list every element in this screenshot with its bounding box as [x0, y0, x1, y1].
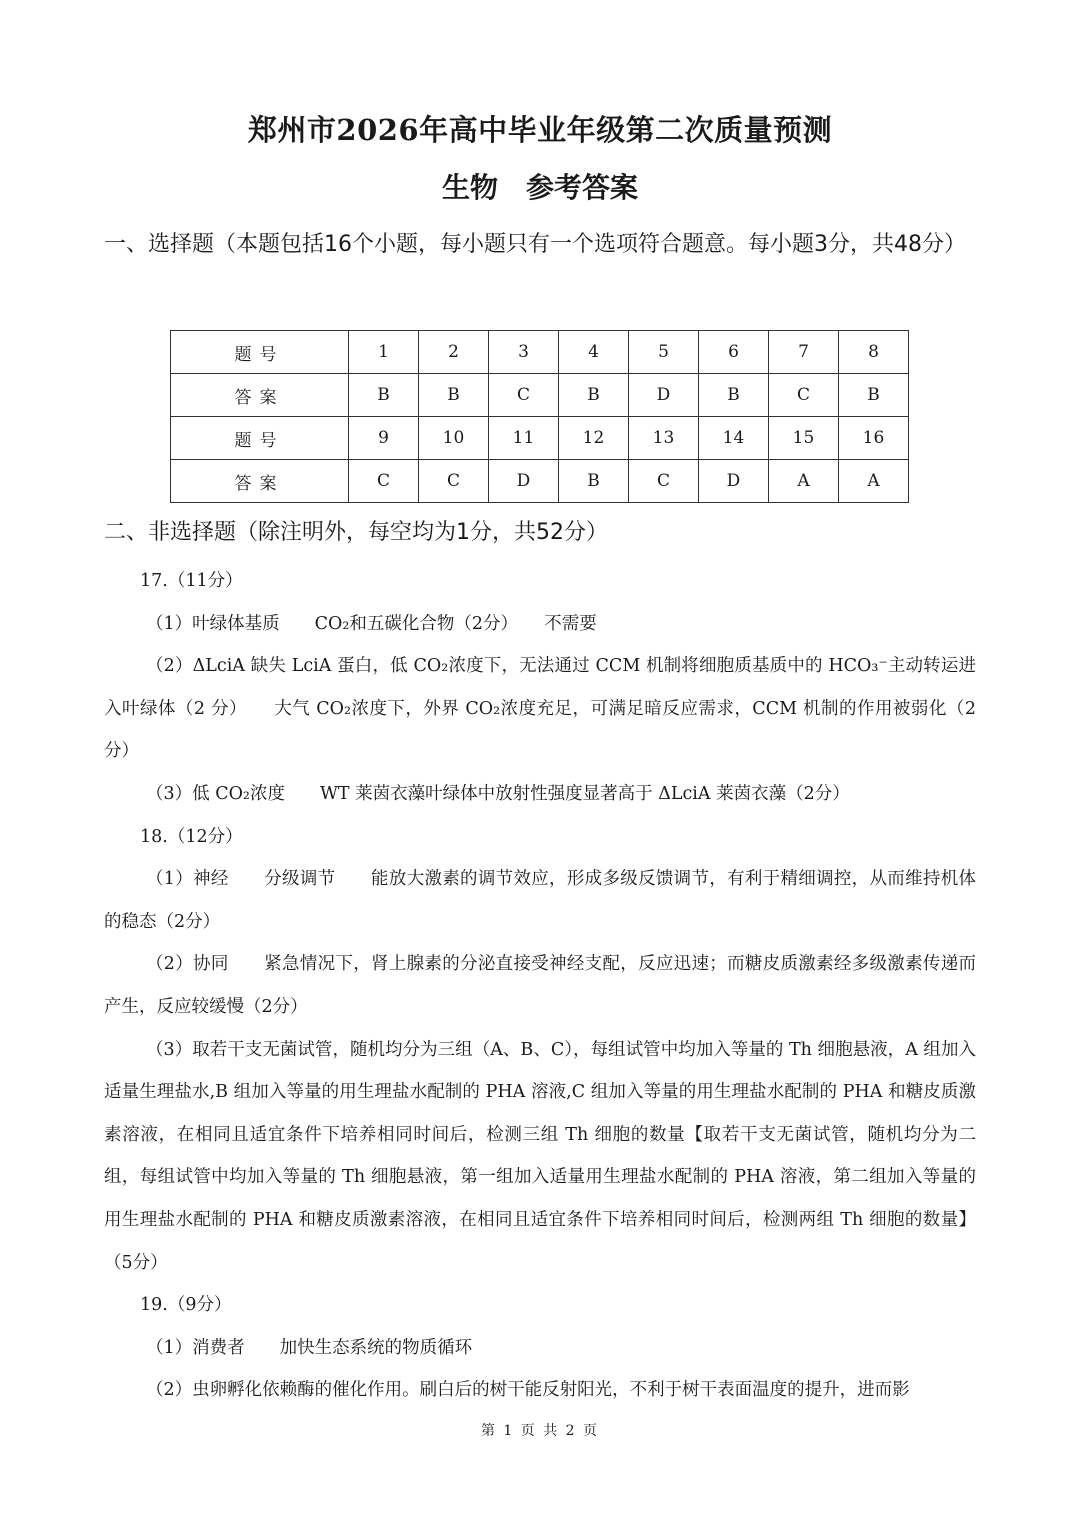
table-cell: 3	[489, 331, 559, 374]
table-cell: 4	[559, 331, 629, 374]
row-label: 答案	[171, 374, 349, 417]
table-cell: A	[769, 460, 839, 503]
table-row	[171, 417, 909, 460]
section-heading-multiple-choice: 一、选择题（本题包括16个小题，每小题只有一个选项符合题意。每小题3分，共48分）	[104, 232, 966, 257]
table-cell: 1	[349, 331, 419, 374]
table-cell: 2	[419, 331, 489, 374]
table-cell: B	[699, 374, 769, 417]
document-title: 郑州市2026年高中毕业年级第二次质量预测	[247, 113, 833, 147]
answer-table	[170, 330, 909, 503]
table-cell: C	[489, 374, 559, 417]
table-cell: 9	[349, 417, 419, 460]
answer-paragraph: （2）虫卵孵化依赖酶的催化作用。刷白后的树干能反射阳光，不利于树干表面温度的提升，进而影	[146, 1380, 910, 1401]
row-label: 题号	[171, 331, 349, 374]
table-cell: C	[419, 460, 489, 503]
answer-paragraph: （1）叶绿体基质 CO₂和五碳化合物（2分） 不需要	[146, 613, 597, 634]
question-heading: 19.（9分）	[140, 1295, 232, 1316]
section-heading-free-response: 二、非选择题（除注明外，每空均为1分，共52分）	[104, 520, 608, 545]
subject: 生物	[441, 171, 498, 204]
table-cell: B	[559, 374, 629, 417]
table-cell: 10	[419, 417, 489, 460]
table-cell: C	[629, 460, 699, 503]
question-heading: 18.（12分）	[140, 826, 243, 847]
table-cell: C	[349, 460, 419, 503]
table-cell: 7	[769, 331, 839, 374]
table-cell: 5	[629, 331, 699, 374]
answer-paragraph: （3）低 CO₂浓度 WT 莱茵衣藻叶绿体中放射性强度显著高于 ΔLciA 莱茵衣藻（2分）	[146, 783, 850, 804]
question-heading: 17.（11分）	[140, 571, 243, 591]
table-cell: B	[839, 374, 909, 417]
answer-paragraph: （1）消费者 加快生态系统的物质循环	[146, 1337, 473, 1358]
table-row	[171, 331, 909, 374]
table-cell: D	[629, 374, 699, 417]
table-cell: 14	[699, 417, 769, 460]
table-cell: 8	[839, 331, 909, 374]
table-cell: B	[419, 374, 489, 417]
table-cell: 15	[769, 417, 839, 460]
table-cell: 6	[699, 331, 769, 374]
table-cell: 13	[629, 417, 699, 460]
page-footer: 第 1 页 共 2 页	[480, 1423, 600, 1439]
answer-body	[104, 560, 976, 1412]
answer-key-label: 参考答案	[526, 171, 639, 204]
answer-paragraph: （2）协同 紧急情况下，肾上腺素的分泌直接受神经支配，反应迅速；而糖皮质激素经多级激素传递而产生，反应较缓慢（2分）	[104, 954, 976, 1017]
table-cell: C	[769, 374, 839, 417]
document-subtitle	[0, 166, 1080, 206]
answer-paragraph: （1）神经 分级调节 能放大激素的调节效应，形成多级反馈调节，有利于精细调控，从而维持机体的稳态（2分）	[104, 869, 976, 932]
table-row	[171, 374, 909, 417]
row-label: 题号	[171, 417, 349, 460]
table-cell: D	[699, 460, 769, 503]
table-cell: B	[349, 374, 419, 417]
table-cell: 11	[489, 417, 559, 460]
row-label: 答案	[171, 460, 349, 503]
table-cell: 16	[839, 417, 909, 460]
table-cell: D	[489, 460, 559, 503]
table-cell: B	[559, 460, 629, 503]
table-cell: 12	[559, 417, 629, 460]
answer-paragraph: （3）取若干支无菌试管，随机均分为三组（A、B、C），每组试管中均加入等量的 Th 细胞悬液，A 组加入适量生理盐水,B 组加入等量的用生理盐水配制的 PHA 溶液,C 组加入等量的用生理盐水配制的 PHA 和糖皮质激素溶液，在相同且适宜条件下培养相同时间后，检测三组 Th 细胞的数量【取若干支无菌试管，随机均分为二组，每组试管中均加入等量的 Th 细胞悬液，第一组加入适量用生理盐水配制的 PHA 溶液，第二组加入等量的用生理盐水配制的 PHA 和糖皮质激素溶液，在相同且适宜条件下培养相同时间后，检测两组 Th 细胞的数量】（5分）	[104, 1039, 976, 1273]
table-cell: A	[839, 460, 909, 503]
answer-paragraph: （2）ΔLciA 缺失 LciA 蛋白，低 CO₂浓度下，无法通过 CCM 机制将细胞质基质中的 HCO₃⁻主动转运进入叶绿体（2 分） 大气 CO₂浓度下，外界 CO₂浓度充足，可满足暗反应需求，CCM 机制的作用被弱化（2分）	[104, 656, 976, 762]
table-row	[171, 460, 909, 503]
